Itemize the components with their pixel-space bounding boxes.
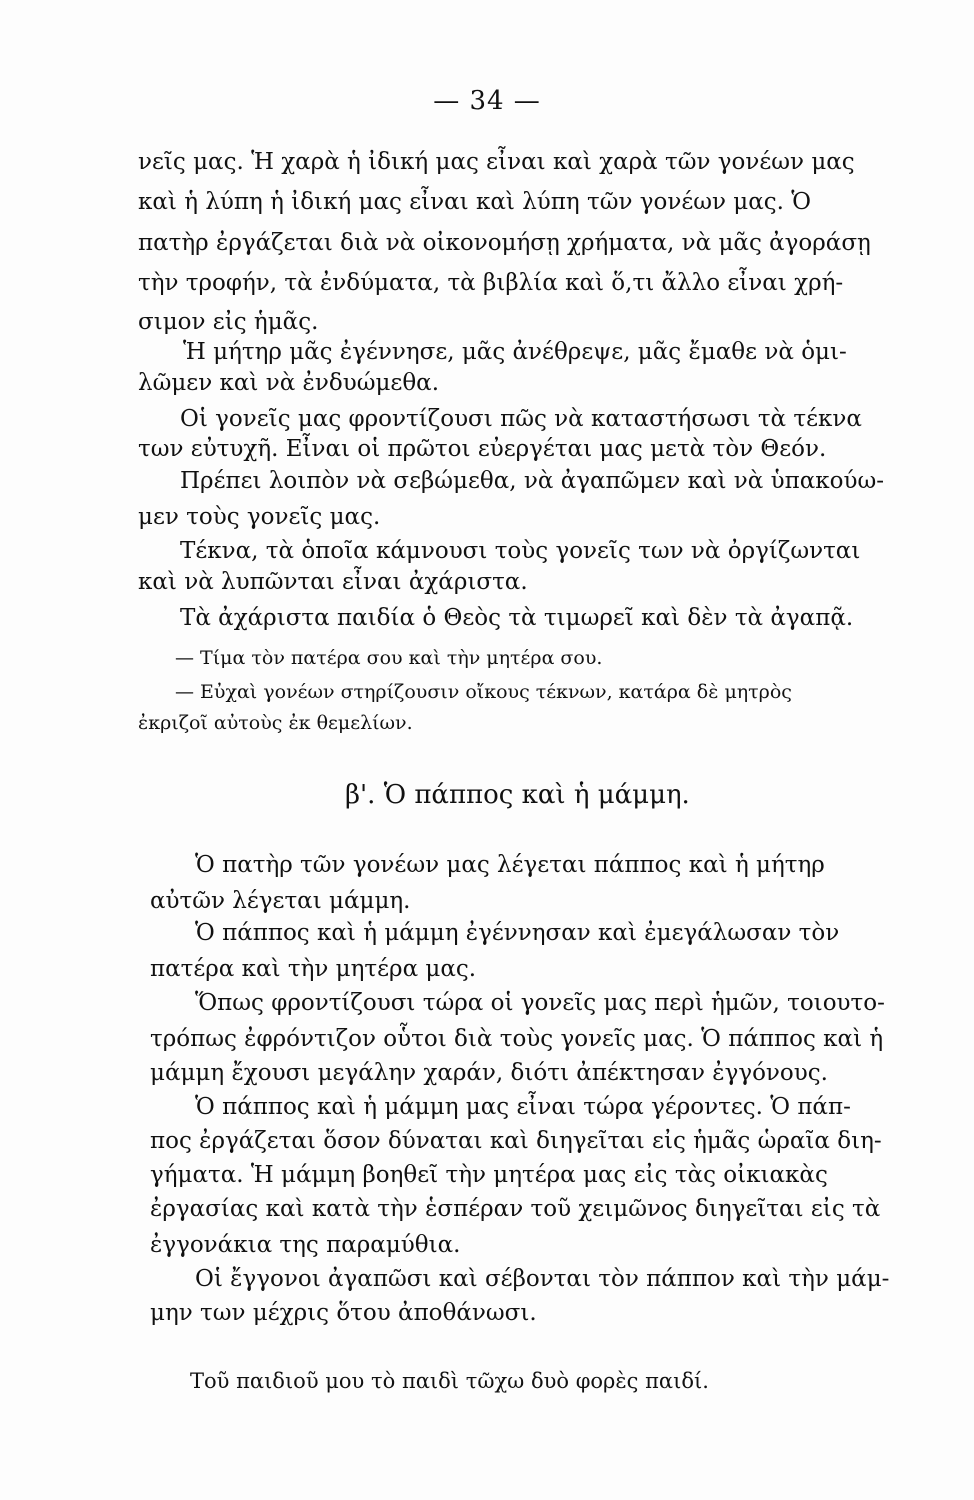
- text-line: πατέρα καὶ τὴν μητέρα μας.: [150, 956, 477, 982]
- proverb-line: — Τίμα τὸν πατέρα σου καὶ τὴν μητέρα σου.: [175, 647, 603, 669]
- text-line: Ὁ πατὴρ τῶν γονέων μας λέγεται πάππος καὶ ἡ μήτηρ: [195, 852, 825, 878]
- text-line: γήματα. Ἡ μάμμη βοηθεῖ τὴν μητέρα μας εἰς τὰς οἰκιακὰς: [150, 1162, 828, 1188]
- text-line: μην των μέχρις ὅτου ἀποθάνωσι.: [150, 1300, 537, 1326]
- text-line: καὶ ἡ λύπη ἡ ἰδική μας εἶναι καὶ λύπη τῶν γονέων μας. Ὁ: [138, 189, 812, 215]
- text-line: Οἱ γονεῖς μας φροντίζουσι πῶς νὰ καταστήσωσι τὰ τέκνα: [180, 406, 862, 432]
- text-line: Ὅπως φροντίζουσι τώρα οἱ γονεῖς μας περὶ ἡμῶν, τοιουτο-: [195, 990, 885, 1016]
- text-line: νεῖς μας. Ἡ χαρὰ ἡ ἰδική μας εἶναι καὶ χαρὰ τῶν γονέων μας: [138, 149, 855, 175]
- text-line: ἐγγονάκια της παραμύθια.: [150, 1232, 461, 1258]
- text-line: Τὰ ἀχάριστα παιδία ὁ Θεὸς τὰ τιμωρεῖ καὶ δὲν τὰ ἀγαπᾷ.: [180, 605, 854, 631]
- footer-proverb: Τοῦ παιδιοῦ μου τὸ παιδὶ τῶχω δυὸ φορὲς παιδί.: [190, 1369, 709, 1393]
- text-line: πατὴρ ἐργάζεται διὰ νὰ οἰκονομήσῃ χρήματα, νὰ μᾶς ἀγοράσῃ: [138, 230, 871, 256]
- text-line: τὴν τροφήν, τὰ ἐνδύματα, τὰ βιβλία καὶ ὅ,τι ἄλλο εἶναι χρή-: [138, 270, 844, 296]
- text-line: λῶμεν καὶ νὰ ἐνδυώμεθα.: [138, 370, 440, 396]
- text-line: Ὁ πάππος καὶ ἡ μάμμη μας εἶναι τώρα γέροντες. Ὁ πάπ-: [195, 1094, 851, 1120]
- text-line: Ἡ μήτηρ μᾶς ἐγέννησε, μᾶς ἀνέθρεψε, μᾶς ἔμαθε νὰ ὁμι-: [183, 339, 847, 365]
- proverb-line: — Εὐχαὶ γονέων στηρίζουσιν οἴκους τέκνων, κατάρα δὲ μητρὸς: [175, 681, 792, 703]
- text-line: Οἱ ἔγγονοι ἀγαπῶσι καὶ σέβονται τὸν πάππον καὶ τὴν μάμ-: [195, 1266, 890, 1292]
- text-line: μεν τοὺς γονεῖς μας.: [138, 504, 381, 530]
- section-heading: β'. Ὁ πάππος καὶ ἡ μάμμη.: [345, 780, 690, 810]
- text-line: ἐργασίας καὶ κατὰ τὴν ἑσπέραν τοῦ χειμῶνος διηγεῖται εἰς τὰ: [150, 1196, 881, 1222]
- text-line: σιμον εἰς ἡμᾶς.: [138, 309, 319, 335]
- text-line: πος ἐργάζεται ὅσον δύναται καὶ διηγεῖται εἰς ἡμᾶς ὡραῖα διη-: [150, 1128, 882, 1154]
- text-line: Τέκνα, τὰ ὁποῖα κάμνουσι τοὺς γονεῖς των νὰ ὀργίζωνται: [180, 538, 861, 564]
- text-line: Πρέπει λοιπὸν νὰ σεβώμεθα, νὰ ἀγαπῶμεν καὶ νὰ ὑπακούω-: [180, 468, 884, 494]
- text-line: τρόπως ἐφρόντιζον οὗτοι διὰ τοὺς γονεῖς μας. Ὁ πάππος καὶ ἡ: [150, 1026, 884, 1052]
- text-line: αὐτῶν λέγεται μάμμη.: [150, 888, 411, 914]
- text-line: Ὁ πάππος καὶ ἡ μάμμη ἐγέννησαν καὶ ἐμεγάλωσαν τὸν: [195, 920, 840, 946]
- text-line: των εὐτυχῆ. Εἶναι οἱ πρῶτοι εὐεργέται μας μετὰ τὸν Θεόν.: [138, 436, 827, 462]
- page-number: — 34 —: [433, 86, 541, 116]
- text-line: καὶ νὰ λυπῶνται εἶναι ἀχάριστα.: [138, 569, 528, 595]
- text-line: μάμμη ἔχουσι μεγάλην χαράν, διότι ἀπέκτησαν ἐγγόνους.: [150, 1060, 828, 1086]
- proverb-line: ἐκριζοῖ αὐτοὺς ἐκ θεμελίων.: [138, 712, 413, 734]
